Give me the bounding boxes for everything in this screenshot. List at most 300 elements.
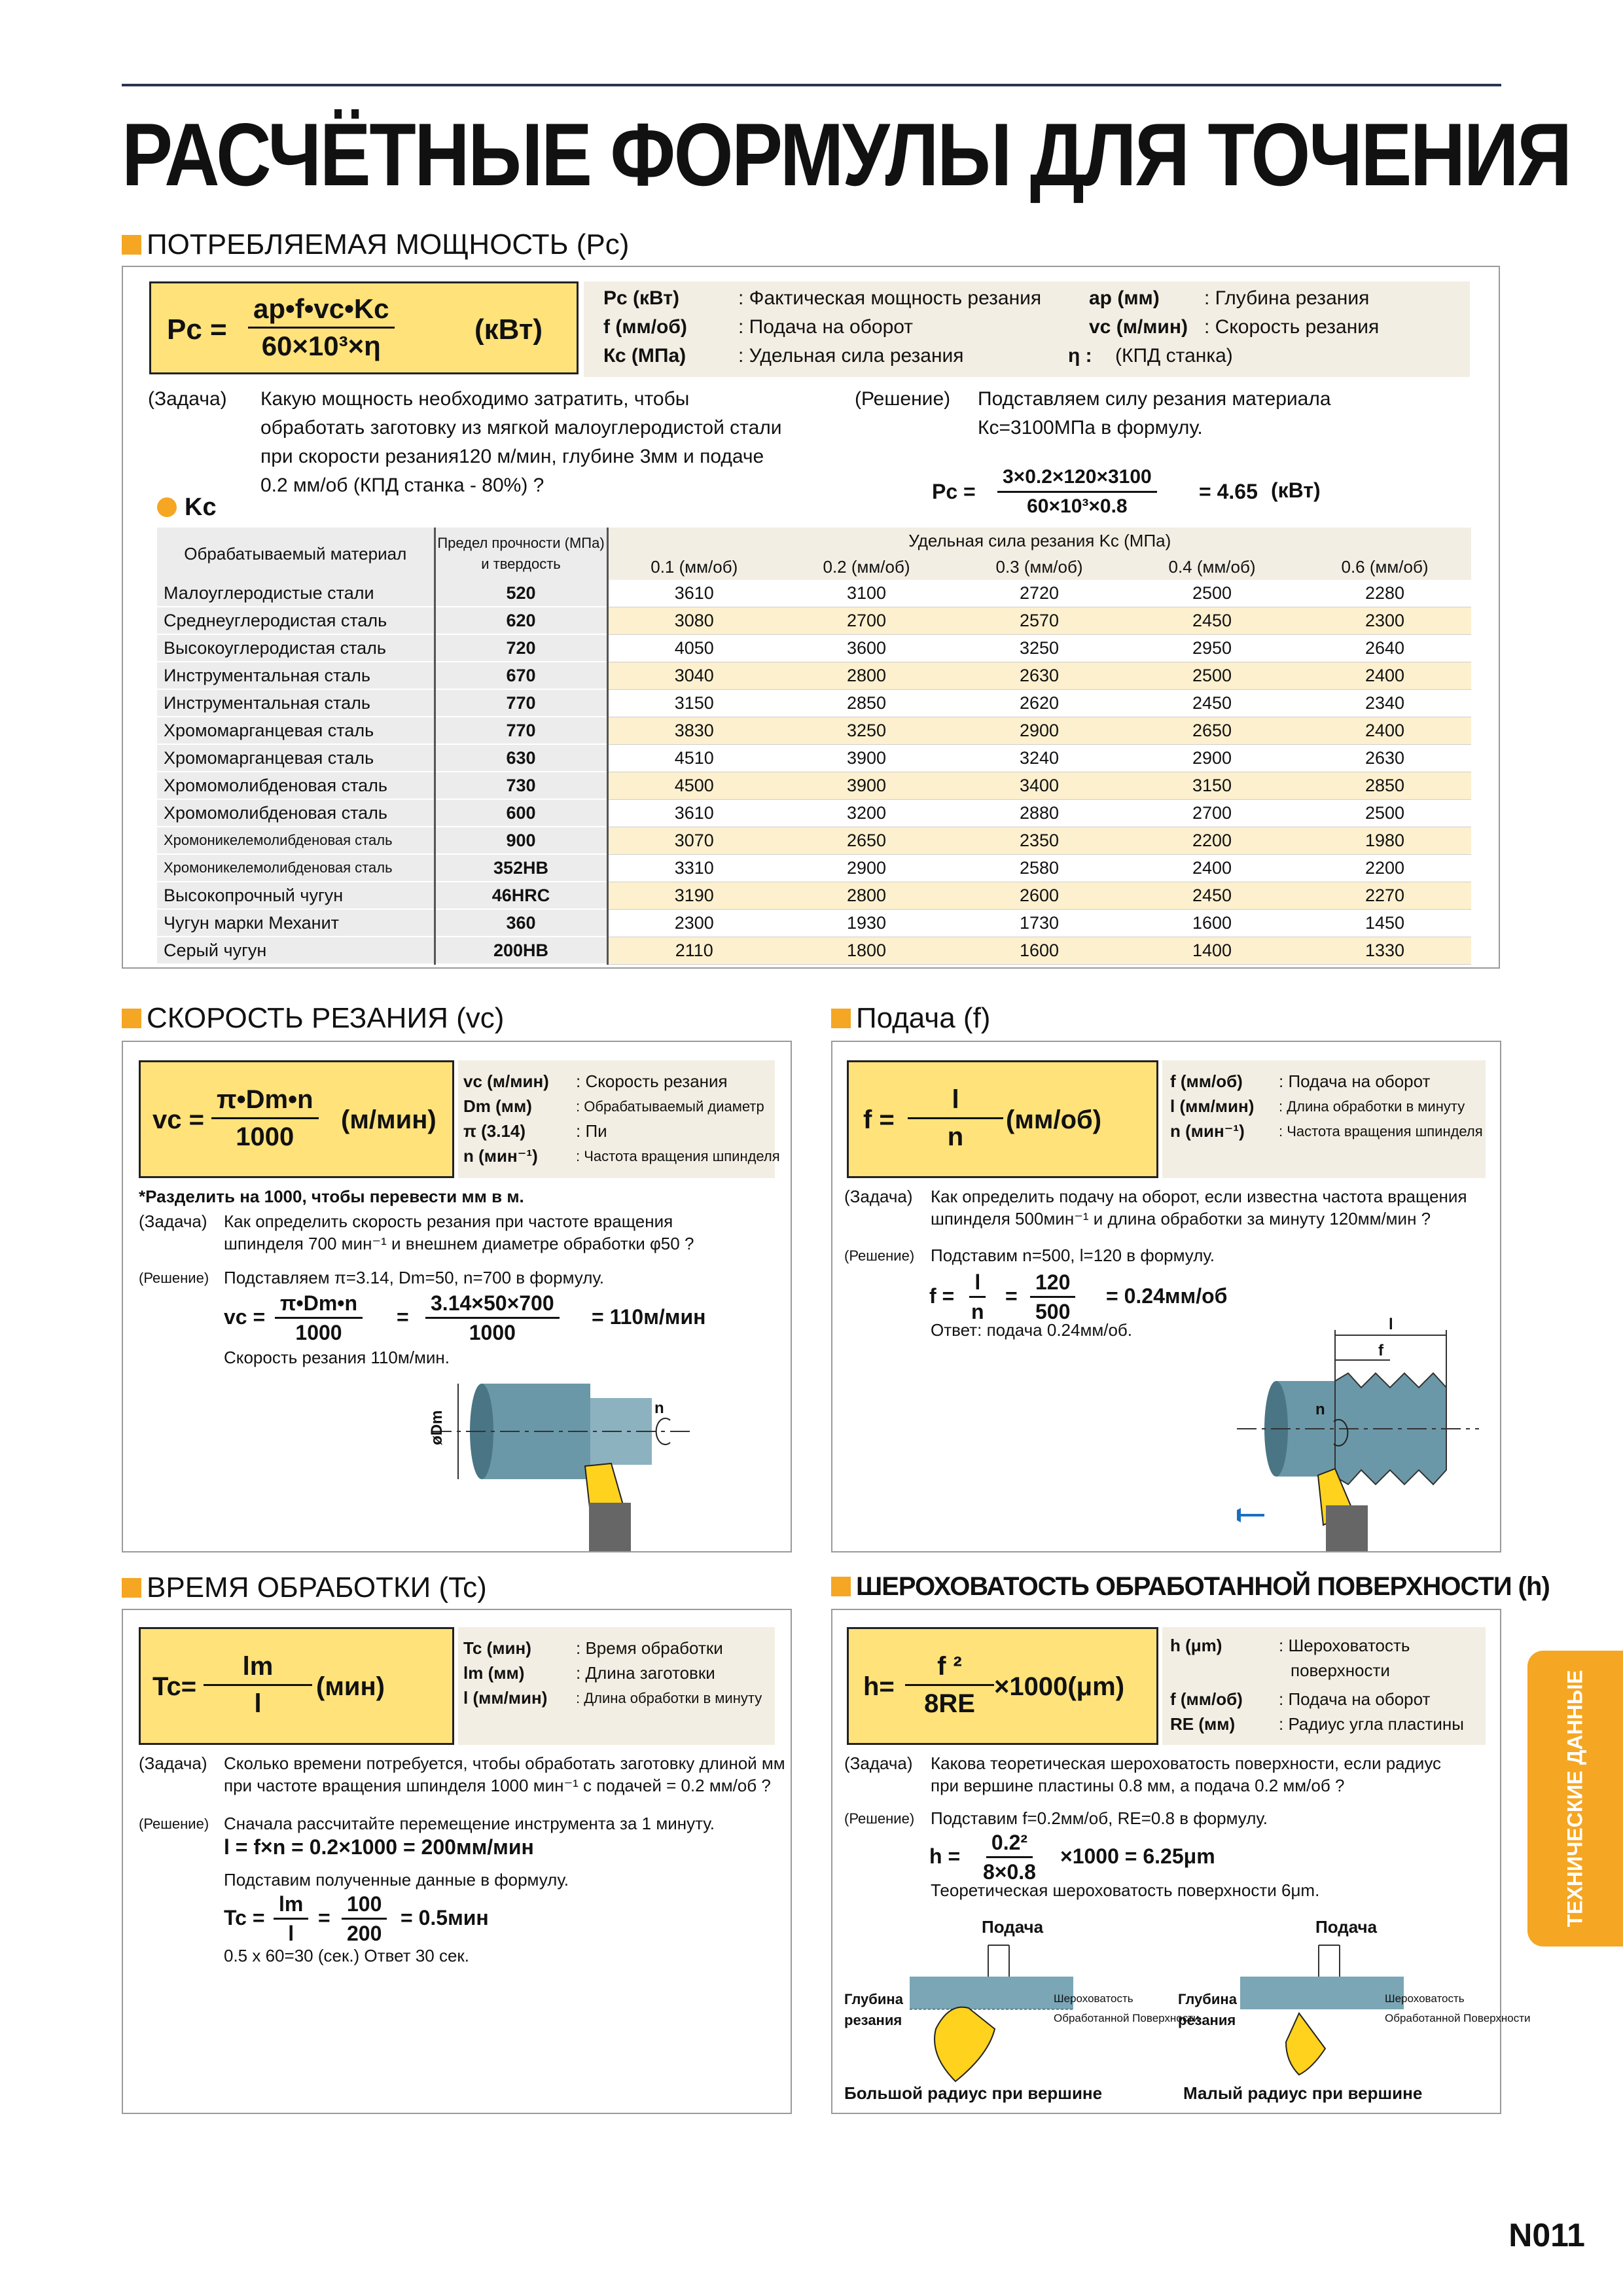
kc-value-cell: 3240 (953, 744, 1126, 772)
depth-label: резания (1178, 2012, 1236, 2028)
kc-value-cell: 3150 (1126, 772, 1298, 799)
strength-cell: 630 (435, 744, 607, 772)
bullet-icon (157, 497, 177, 517)
legend-desc: поверхности (1291, 1660, 1390, 1680)
kc-value-cell: 2350 (953, 827, 1126, 854)
formula-denominator: 1000 (236, 1122, 294, 1151)
kc-value-cell: 2300 (1298, 607, 1471, 634)
header-feed: 0.1 (мм/об) (607, 554, 780, 580)
side-tab (1527, 1651, 1623, 1946)
table-row (157, 580, 1471, 607)
feed-legend (1162, 1060, 1486, 1178)
material-cell: Хромомарганцевая сталь (157, 744, 435, 772)
task-text: Как определить подачу на оборот, если известна частота вращения (931, 1187, 1467, 1206)
kc-value-cell: 3400 (953, 772, 1126, 799)
answer-text: 0.5 x 60=30 (сек.) Ответ 30 сек. (224, 1946, 470, 1965)
kc-value-cell: 2900 (1126, 744, 1298, 772)
legend-symbol: f (мм/об) (1170, 1689, 1243, 1709)
legend-desc: : Длина обработки в минуту (576, 1690, 762, 1706)
strength-cell: 46HRC (435, 882, 607, 909)
kc-value-cell: 3900 (780, 744, 953, 772)
task-text: Какую мощность необходимо затратить, чтобы (260, 388, 690, 410)
task-text: шпинделя 700 мин⁻¹ и внешнем диаметре обработки φ50 ? (224, 1234, 694, 1253)
solution-text: Подставляем π=3.14, Dm=50, n=700 в формулу. (224, 1268, 604, 1287)
kc-value-cell: 2400 (1126, 854, 1298, 882)
kc-table-body (157, 580, 1471, 964)
formula-denominator: n (947, 1122, 964, 1151)
kc-value-cell: 2650 (780, 827, 953, 854)
solution-label: (Решение) (844, 1247, 915, 1264)
legend-desc: : Шероховатость (1279, 1636, 1410, 1655)
kc-value-cell: 2400 (1298, 717, 1471, 744)
formula-numerator: π•Dm•n (211, 1082, 319, 1119)
kc-value-cell: 3100 (780, 580, 953, 607)
section-heading-time (122, 1573, 487, 1602)
table-row (157, 854, 1471, 882)
legend-symbol: l (мм/мин) (1170, 1096, 1255, 1116)
solution-label: (Решение) (139, 1816, 209, 1832)
table-row (157, 744, 1471, 772)
calc-numerator: l (969, 1268, 986, 1298)
feed-formula-box (847, 1060, 1158, 1178)
solution-text: Кс=3100МПа в формулу. (978, 417, 1203, 439)
strength-cell: 770 (435, 689, 607, 717)
power-formula-box (149, 281, 579, 374)
legend-desc: : Подача на оборот (1279, 1071, 1431, 1091)
formula-unit: ×1000(μm) (994, 1672, 1125, 1701)
top-rule (122, 84, 1501, 86)
legend-symbol: Dm (мм) (463, 1096, 532, 1116)
task-label: (Задача) (139, 1211, 207, 1231)
section-title: Подача (f) (856, 1002, 991, 1034)
tool-holder (589, 1503, 631, 1551)
depth-label: Глубина (1178, 1991, 1237, 2007)
roughness-label: Обработанной Поверхности (1385, 2012, 1531, 2024)
kc-value-cell: 2600 (953, 882, 1126, 909)
formula-denominator: l (254, 1689, 262, 1718)
strength-cell: 352HB (435, 854, 607, 882)
formula-numerator: lm (204, 1649, 312, 1686)
calc-lhs: vc = (224, 1305, 266, 1329)
solution-text: Подставим полученные данные в формулу. (224, 1870, 569, 1890)
table-row (157, 882, 1471, 909)
solution-label: (Решение) (855, 388, 951, 410)
calc-denominator: 500 (1035, 1300, 1071, 1323)
kc-value-cell: 3070 (607, 827, 780, 854)
section-marker-icon (831, 1577, 851, 1596)
answer-text: Теоретическая шероховатость поверхности 6μm. (931, 1880, 1320, 1900)
kc-value-cell: 2450 (1126, 689, 1298, 717)
material-cell: Хромоникелемолибденовая сталь (157, 854, 435, 882)
legend-symbol: n (мин⁻¹) (463, 1146, 538, 1166)
kc-value-cell: 3190 (607, 882, 780, 909)
roughness-formula-box (847, 1627, 1158, 1745)
kc-label: Kc (185, 493, 217, 521)
calc-lhs: f = (929, 1284, 955, 1308)
strength-cell: 520 (435, 580, 607, 607)
calc-result: = 110м/мин (592, 1305, 706, 1329)
formula-unit: (м/мин) (341, 1105, 437, 1134)
power-legend (584, 281, 1470, 377)
kc-value-cell: 1600 (1126, 909, 1298, 937)
page-number: N011 (1508, 2217, 1585, 2253)
diameter-label: øDm (428, 1410, 446, 1445)
material-cell: Высокопрочный чугун (157, 882, 435, 909)
table-row (157, 909, 1471, 937)
solution-text: Сначала рассчитайте перемещение инструмента за 1 минуту. (224, 1814, 715, 1833)
kc-value-cell: 2400 (1298, 662, 1471, 689)
kc-value-cell: 2500 (1126, 580, 1298, 607)
legend-symbol: RE (мм) (1170, 1714, 1236, 1734)
turning-diagram (419, 1368, 707, 1551)
kc-value-cell: 2800 (780, 662, 953, 689)
calc-numerator: 3.14×50×700 (425, 1289, 560, 1319)
header-material: Обрабатываемый материал (157, 528, 435, 580)
formula-lhs: h= (863, 1672, 895, 1701)
section-heading-roughness (831, 1573, 1550, 1600)
calc-equals: = (397, 1305, 409, 1329)
formula-numerator: ap•f•vc•Kc (248, 291, 395, 329)
kc-value-cell: 2700 (1126, 799, 1298, 827)
kc-value-cell: 2630 (953, 662, 1126, 689)
calc-result: ×1000 = 6.25μm (1060, 1844, 1215, 1868)
strength-cell: 730 (435, 772, 607, 799)
strength-cell: 620 (435, 607, 607, 634)
kc-value-cell: 3080 (607, 607, 780, 634)
table-row (157, 937, 1471, 964)
material-cell: Хромомолибденовая сталь (157, 772, 435, 799)
workpiece-surface (1240, 1977, 1404, 2009)
strength-cell: 200HB (435, 937, 607, 964)
kc-value-cell: 3250 (780, 717, 953, 744)
kc-value-cell: 2640 (1298, 634, 1471, 662)
legend-desc: : Длина обработки в минуту (1279, 1098, 1465, 1115)
formula-lhs: Tc= (152, 1672, 197, 1701)
kc-value-cell: 1330 (1298, 937, 1471, 964)
section-title: СКОРОСТЬ РЕЗАНИЯ (vc) (147, 1002, 505, 1034)
kc-value-cell: 2850 (780, 689, 953, 717)
kc-value-cell: 4050 (607, 634, 780, 662)
task-text: Какова теоретическая шероховатость поверхности, если радиус (931, 1753, 1442, 1773)
feed-label: Подача (982, 1917, 1044, 1937)
section-marker-icon (122, 1009, 141, 1028)
calc-denominator: 8×0.8 (983, 1860, 1036, 1884)
calc-denominator: 200 (347, 1922, 382, 1945)
kc-value-cell: 2500 (1126, 662, 1298, 689)
material-cell: Хромоникелемолибденовая сталь (157, 827, 435, 854)
arrowhead-icon (1237, 1508, 1241, 1522)
task-label: (Задача) (844, 1187, 913, 1206)
legend-symbol: lm (мм) (463, 1663, 525, 1683)
kc-value-cell: 2720 (953, 580, 1126, 607)
task-text: 0.2 мм/об (КПД станка - 80%) ? (260, 475, 544, 496)
calc-numerator: 120 (1030, 1268, 1075, 1298)
calc-step: l = f×n = 0.2×1000 = 200мм/мин (224, 1835, 534, 1859)
kc-value-cell: 2880 (953, 799, 1126, 827)
legend-desc: : Скорость резания (576, 1071, 728, 1091)
solution-text: Подставляем силу резания материала (978, 388, 1331, 410)
kc-value-cell: 1600 (953, 937, 1126, 964)
task-label: (Задача) (139, 1753, 207, 1773)
strength-cell: 720 (435, 634, 607, 662)
kc-value-cell: 2950 (1126, 634, 1298, 662)
kc-value-cell: 1980 (1298, 827, 1471, 854)
calc-numerator: lm (274, 1890, 308, 1920)
strength-cell: 770 (435, 717, 607, 744)
solution-label: (Решение) (844, 1810, 915, 1827)
header-feed: 0.4 (мм/об) (1126, 554, 1298, 580)
kc-value-cell: 2700 (780, 607, 953, 634)
kc-value-cell: 1800 (780, 937, 953, 964)
formula-denominator: 60×10³×η (261, 331, 381, 361)
kc-value-cell: 4510 (607, 744, 780, 772)
kc-value-cell: 3610 (607, 580, 780, 607)
task-text: Сколько времени потребуется, чтобы обработать заготовку длиной мм (224, 1753, 785, 1773)
legend-symbol: Кс (МПа) (603, 345, 687, 367)
kc-value-cell: 3200 (780, 799, 953, 827)
task-text: при частоте вращения шпинделя 1000 мин⁻¹ с подачей = 0.2 мм/об ? (224, 1776, 771, 1795)
formula-unit: (мм/об) (1006, 1105, 1102, 1134)
legend-symbol: f (мм/об) (1170, 1071, 1243, 1091)
page-title: РАСЧЁТНЫЕ ФОРМУЛЫ ДЛЯ ТОЧЕНИЯ (122, 105, 1571, 204)
depth-label: Глубина (844, 1991, 903, 2007)
task-text: при скорости резания120 м/мин, глубине 3мм и подаче (260, 446, 764, 467)
legend-desc: : Подача на оборот (738, 316, 914, 338)
calc-equals: = (318, 1906, 330, 1929)
legend-symbol: h (μm) (1170, 1636, 1222, 1655)
material-cell: Хромомарганцевая сталь (157, 717, 435, 744)
task-text: при вершине пластины 0.8 мм, а подача 0.2 мм/об ? (931, 1776, 1345, 1795)
legend-desc: : Удельная сила резания (738, 345, 964, 367)
kc-value-cell: 3310 (607, 854, 780, 882)
formula-unit: (кВт) (474, 314, 543, 346)
speed-legend (458, 1060, 780, 1178)
material-cell: Чугун марки Механит (157, 909, 435, 937)
speed-formula-box (139, 1060, 454, 1178)
legend-symbol: η : (1068, 345, 1092, 367)
section-title: ВРЕМЯ ОБРАБОТКИ (Tc) (147, 1571, 487, 1604)
strength-cell: 360 (435, 909, 607, 937)
calc-lhs: Pc = (932, 480, 976, 503)
task-text: шпинделя 500мин⁻¹ и длина обработки за минуту 120мм/мин ? (931, 1209, 1431, 1229)
note-text: *Разделить на 1000, чтобы перевести мм в м. (139, 1187, 524, 1206)
table-row (157, 717, 1471, 744)
calc-numerator: 3×0.2×120×3100 (997, 463, 1157, 493)
rotation-label: n (1315, 1401, 1325, 1418)
strength-cell: 600 (435, 799, 607, 827)
legend-desc: (КПД станка) (1115, 345, 1233, 367)
material-cell: Серый чугун (157, 937, 435, 964)
calc-fraction (425, 1289, 560, 1346)
kc-value-cell: 3900 (780, 772, 953, 799)
answer-text: Ответ: подача 0.24мм/об. (931, 1320, 1133, 1340)
calc-denominator: 1000 (295, 1321, 342, 1344)
length-label: l (1389, 1316, 1393, 1333)
table-row (157, 634, 1471, 662)
answer-text: Скорость резания 110м/мин. (224, 1348, 450, 1367)
kc-value-cell: 2280 (1298, 580, 1471, 607)
kc-value-cell: 2300 (607, 909, 780, 937)
kc-value-cell: 3600 (780, 634, 953, 662)
kc-value-cell: 3610 (607, 799, 780, 827)
solution-text: Подставим n=500, l=120 в формулу. (931, 1246, 1215, 1265)
diagram-caption: Малый радиус при вершине (1183, 2083, 1423, 2103)
header-kc-group: Удельная сила резания Kc (МПа) (607, 528, 1471, 554)
roughness-legend (1162, 1627, 1486, 1745)
table-row (157, 827, 1471, 854)
section-title: ШЕРОХОВАТОСТЬ ОБРАБОТАННОЙ ПОВЕРХНОСТИ (h) (856, 1572, 1550, 1601)
time-formula-box (139, 1627, 454, 1745)
feed-label: Подача (1315, 1917, 1378, 1937)
legend-desc: : Обрабатываемый диаметр (576, 1098, 764, 1115)
legend-symbol: Tc (мин) (463, 1638, 531, 1658)
kc-value-cell: 2200 (1298, 854, 1471, 882)
kc-value-cell: 2900 (780, 854, 953, 882)
legend-desc: : Подача на оборот (1279, 1689, 1431, 1709)
kc-value-cell: 2570 (953, 607, 1126, 634)
solution-text: Подставим f=0.2мм/об, RE=0.8 в формулу. (931, 1808, 1268, 1828)
task-text: Как определить скорость резания при частоте вращения (224, 1211, 673, 1231)
calc-denominator: 1000 (469, 1321, 516, 1344)
kc-value-cell: 2200 (1126, 827, 1298, 854)
legend-symbol: vc (м/мин) (1089, 316, 1188, 338)
calc-fraction (342, 1890, 387, 1947)
header-feed: 0.3 (мм/об) (953, 554, 1126, 580)
material-cell: Инструментальная сталь (157, 689, 435, 717)
depth-label: резания (844, 2012, 902, 2028)
calc-fraction (978, 1829, 1041, 1886)
kc-value-cell: 2800 (780, 882, 953, 909)
kc-value-cell: 2450 (1126, 882, 1298, 909)
table-row (157, 772, 1471, 799)
calc-fraction (966, 1268, 990, 1325)
formula-lhs: f = (863, 1105, 895, 1134)
calc-lhs: Tc = (224, 1906, 265, 1929)
material-cell: Высокоуглеродистая сталь (157, 634, 435, 662)
formula-lhs: Pc = (167, 314, 227, 346)
kc-value-cell: 3150 (607, 689, 780, 717)
calc-denominator: l (288, 1922, 294, 1945)
table-row (157, 662, 1471, 689)
kc-table-wrap (157, 528, 1471, 965)
material-cell: Малоуглеродистые стали (157, 580, 435, 607)
legend-symbol: Pc (кВт) (603, 287, 679, 309)
material-cell: Инструментальная сталь (157, 662, 435, 689)
legend-desc: : Частота вращения шпинделя (1279, 1123, 1483, 1139)
task-label: (Задача) (844, 1753, 913, 1773)
side-tab-label: ТЕХНИЧЕСКИЕ ДАННЫЕ (1563, 1670, 1587, 1928)
material-cell: Среднеуглеродистая сталь (157, 607, 435, 634)
header-strength: Предел прочности (МПа) и твердость (435, 528, 607, 580)
formula-fraction (248, 291, 395, 364)
calc-fraction (274, 1890, 308, 1947)
strength-cell: 900 (435, 827, 607, 854)
calc-denominator: 60×10³×0.8 (1027, 495, 1128, 517)
kc-value-cell: 4500 (607, 772, 780, 799)
kc-value-cell: 2650 (1126, 717, 1298, 744)
header-feed: 0.6 (мм/об) (1298, 554, 1471, 580)
feed-label: f (1378, 1342, 1383, 1359)
section-marker-icon (831, 1009, 851, 1028)
legend-desc: : Фактическая мощность резания (738, 287, 1042, 309)
kc-value-cell: 2450 (1126, 607, 1298, 634)
section-marker-icon (122, 1578, 141, 1598)
strength-cell: 670 (435, 662, 607, 689)
kc-table (157, 528, 1471, 965)
diagram-caption: Большой радиус при вершине (844, 2083, 1103, 2103)
kc-value-cell: 3250 (953, 634, 1126, 662)
legend-desc: : Скорость резания (1204, 316, 1380, 338)
calc-result: = 0.24мм/об (1106, 1284, 1228, 1308)
section-heading-power (122, 230, 629, 259)
calc-lhs: h = (929, 1844, 961, 1868)
time-legend (458, 1627, 775, 1745)
legend-symbol: l (мм/мин) (463, 1688, 548, 1708)
section-heading-feed (831, 1004, 990, 1033)
kc-value-cell: 2270 (1298, 882, 1471, 909)
table-row (157, 607, 1471, 634)
section-marker-icon (122, 235, 141, 255)
legend-desc: : Пи (576, 1121, 607, 1141)
kc-value-cell: 1730 (953, 909, 1126, 937)
calc-fraction (275, 1289, 363, 1346)
formula-lhs: vc = (152, 1105, 204, 1134)
workpiece-surface (910, 1977, 1073, 2009)
legend-symbol: f (мм/об) (603, 316, 687, 338)
kc-value-cell: 2500 (1298, 799, 1471, 827)
formula-unit: (мин) (316, 1672, 385, 1701)
legend-symbol: π (3.14) (463, 1121, 526, 1141)
kc-value-cell: 2340 (1298, 689, 1471, 717)
formula-fraction (908, 1082, 1003, 1155)
legend-desc: : Длина заготовки (576, 1663, 715, 1683)
material-cell: Хромомолибденовая сталь (157, 799, 435, 827)
formula-numerator: l (908, 1082, 1003, 1119)
rotation-label: n (654, 1399, 664, 1417)
calc-equals: = (1005, 1284, 1018, 1308)
formula-fraction (211, 1082, 319, 1155)
legend-symbol: vc (м/мин) (463, 1071, 549, 1091)
kc-value-cell: 1450 (1298, 909, 1471, 937)
kc-value-cell: 2850 (1298, 772, 1471, 799)
formula-fraction (204, 1649, 312, 1721)
calc-fraction (1030, 1268, 1075, 1325)
kc-value-cell: 3040 (607, 662, 780, 689)
legend-desc: : Радиус угла пластины (1279, 1714, 1464, 1734)
task-label: (Задача) (148, 388, 227, 410)
formula-numerator: f ² (905, 1649, 994, 1686)
section-title: ПОТРЕБЛЯЕМАЯ МОЩНОСТЬ (Pc) (147, 228, 630, 260)
calc-numerator: π•Dm•n (275, 1289, 363, 1319)
formula-fraction (905, 1649, 994, 1721)
calc-numerator: 0.2² (986, 1829, 1033, 1858)
kc-value-cell: 1930 (780, 909, 953, 937)
legend-symbol: n (мин⁻¹) (1170, 1121, 1245, 1141)
calc-unit: (кВт) (1271, 478, 1321, 502)
roughness-label: Обработанной Поверхности (1054, 2012, 1200, 2024)
legend-symbol: ap (мм) (1089, 287, 1160, 309)
formula-denominator: 8RE (924, 1689, 975, 1718)
calc-numerator: 100 (342, 1890, 387, 1920)
roughness-label: Шероховатость (1385, 1992, 1465, 2005)
kc-value-cell: 2900 (953, 717, 1126, 744)
legend-desc: : Глубина резания (1204, 287, 1370, 309)
calc-result: = 0.5мин (401, 1906, 489, 1929)
calc-denominator: n (971, 1300, 984, 1323)
legend-desc: : Частота вращения шпинделя (576, 1148, 780, 1164)
table-row (157, 689, 1471, 717)
calc-fraction (997, 463, 1157, 520)
